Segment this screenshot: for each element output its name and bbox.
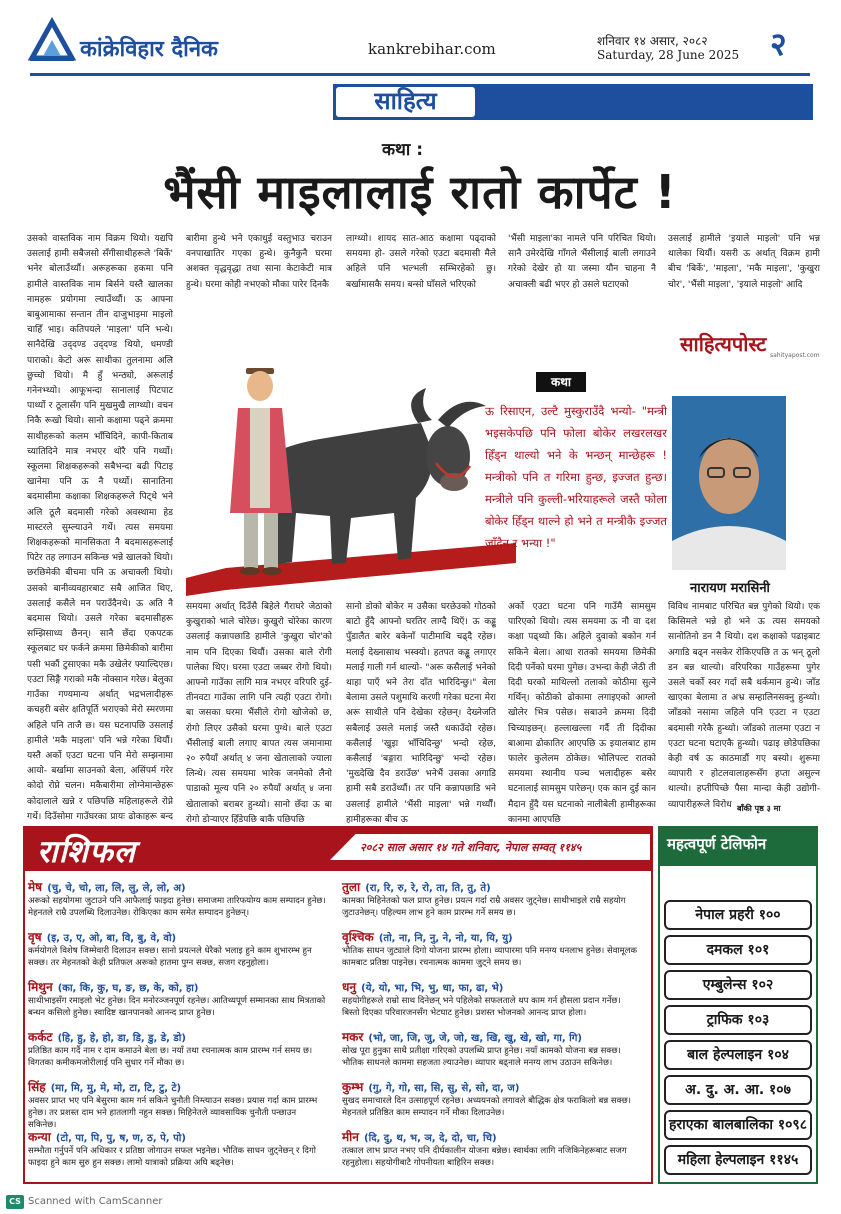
headline: भैंसी माइलालाई रातो कार्पेट ! xyxy=(163,165,677,219)
rashi-dhanu: धनु (ये, यो, भा, भि, भु, धा, फा, ढा, भे) सहयोगीहरूले राम्रो साथ दिनेछन् भने पहिलेको सफलताले थप काम गर्न हौसला प्रदान गर्नेछ। बिस्तो दिएका परिवारजनसँग भेटघाट हुनेछ। प्रशस्त भोजनको आनन्द प्राप्त होला। xyxy=(342,980,621,1018)
article-column-4-bottom: अर्को एउटा घटना पनि गाउँमै सामसुम पारिएको थियो। त्यस समयमा ऊ नौ वा दश कक्षा पढ्थ्यो कि। अहिले दुवाको बकोन गर्न सकिने बेला। आधा रातको समयमा छिमेकी दिदी पर्नेको घरमा पुगेछ। उभन्दा केही जेठी ती दिदी घरको माथिल्लो तलाको कोठीमा सुत्ने गर्थिन्। कोठीको ढोकामा लगाइएको आग्लो खोलेर भित्र पसेछ। सबाउने क्रममा दिदी चिच्याइछन्। हल्लाखल्ला गर्दै ती दिदीका बाआमा ढोकातिर आएपछि ऊ इयालबाट हाम फालेर कुलेलम ठोकेछ। भोलिपल्ट रातको समयमा स्थानीय पञ्च भलादीहरू बसेर घटनालाई सामसुम पारेछन्। एक कान दुई कान मैदान हुँदै यस घटनाको नालीबेली हामीहरूका कानमा आएपछि xyxy=(508,602,656,825)
website-link[interactable]: kankrebihar.com xyxy=(368,40,496,58)
camscanner-label: Scanned with CamScanner xyxy=(28,1196,163,1207)
header-rule xyxy=(30,73,810,76)
phone-traffic: ट्राफिक १०३ xyxy=(664,1005,812,1035)
rashi-kumbha: कुम्भ (गु, गे, गो, सा, सि, सु, से, सो, दा, ज) सुखद समाचारले दिन उत्साहपूर्ण रहनेछ। अध्ययनको लगावले बौद्धिक क्षेत्र फराकिलो बन्न सक्छ। मेहनतले प्रतिष्ठित काम सम्पादन गर्ने मौका दिलाउनेछ। xyxy=(342,1080,631,1118)
man-and-buffalo-illustration xyxy=(186,328,516,596)
article-column-5-bottom: विविध नामबाट परिचित बन्न पुगेको थियो। एक किसिमले भन्ने हो भने ऊ त्यस समयको सानोतिनो डन नै थियो। दश कक्षाको पढाइबाट अगाडि बढ्न नसकेर रोकिएपछि त ऊ भन् ठूलो डन बन्न थाल्यो। वरिपरिका गाउँहरूमा पुगेर उसले चर्को स्वर गर्दा सबै थर्कमान हुन्थे। जाँड खाएका बेलामा त अभ्र सम्हालिनसक्नु हुन्थ्यो। जाँडको नसामा जहिले पनि एउटा न एउटा बदमासी गरेकै हुन्थ्यो। जाँडको तालमा एउटा न एउटा घटना घटाएकै हुन्थ्यो। पढाइ छोडेपछिका केही वर्ष ऊ काठमाडौं गए बस्यो। शुरूमा व्यापारी र होटलवालाहरूसँग हप्ता असुल्न थाल्यो। हप्तीपिच्छे पैसा मान्दा केही उद्योगी-व्यापारीहरूले विरोध xyxy=(668,602,820,810)
article-column-3-bottom: सानो डोको बोकेर म उसैका घरछेउको गोठको बाटो हुँदै आफ्नो घरतिर लाग्दै थिएँ। ऊ कड्ढू पुँडालैत बारेर बकेनाँ पाटीमाथि चढ्दै रहेछ। मलाई देख्नासाथ भस्क्यो। हतपत कड्ढू लगाएर मलाई गाली गर्न थाल्यो- "अरू कसैलाई भनेको थाहा पाएँ भने तेरा दाँत भारिदिन्छु।" बेला बेलामा उसले पशुमाथि करणी गरेका घटना मेरा अरू साथीले पनि देखेका रहेछन्। देख्नेजति सबैलाई उसले मलाई जस्तै धकाउँदो रहेछ। कसैलाई 'खुइा भाँचिदिन्छु' भन्दो रहेछ, कसैलाई 'बङ्गारा भारिदिन्छु' भन्दो रहेछ। 'मुख्देखि दैव डराउँछ' भनेभैं उसका अगाडि हामी सबै डराउँथ्यौं। तर पनि कन्नापछाडि भने उसलाई हामीले 'भैंसी माइला' भन्ने गर्थ्यौं। हामीहरूका बीच ऊ xyxy=(346,602,496,825)
red-carpet xyxy=(186,543,516,596)
phone-ciaa: अ. दु. अ. आ. १०७ xyxy=(664,1075,812,1105)
paper-name: कांक्रेविहार दैनिक xyxy=(80,37,218,62)
man-head xyxy=(247,371,273,401)
rashi-tula: तुला (रा, रि, रु, रे, रो, ता, ति, तु, ते) कामका मिहिनेतको फल प्राप्त हुनेछ। प्रयत्न गर्दा राम्रै अवसर जुट्नेछ। साथीभाइले राम्रै सहयोग जुटाउनेछन्। पहिल्यम लाभ हुने काम प्रारम्भ गर्ने समय छ। xyxy=(342,880,626,918)
date-english: Saturday, 28 June 2025 xyxy=(597,48,740,62)
rashi-karkat: कर्कट (हि, हु, हे, हो, डा, डि, डु, डे, डो) प्रतिष्ठित काम गर्दै नाम र दाम कमाउने बेला छ। नयाँ तथा रचनात्मक काम प्रारम्भ गर्न समय छ। विगतका कमीकमजोरीलाई पनि सुधार गर्ने मौका छ। xyxy=(28,1030,313,1068)
date-nepali: शनिवार १४ असार, २०८२ xyxy=(597,34,708,48)
phone-ambulance: एम्बुलेन्स १०२ xyxy=(664,970,812,1000)
story-kind-label: कथा : xyxy=(382,140,424,160)
phone-missing-children: हराएका बालबालिका १०९८ xyxy=(664,1110,812,1140)
rashi-kanya: कन्या (टो, पा, पि, पु, ष, ण, ठ, पे, पो) सम्भौता गर्नुपर्ने पनि अधिकार र प्रतिष्ठा जोगाउन सफल भइनेछ। भौतिक साधन जुट्नेछन् र दिगो फाइदा हुने काम सुरु हुन सक्छ। लामो यात्राको प्रक्रिया अघि बढ्नेछ। xyxy=(28,1130,316,1168)
article-column-1: उसको वास्तविक नाम विक्रम थियो। यद्यपि उसलाई हामी सबैजसो सँगीसाथीहरूले 'बिर्के' भनेर बोलाउँथ्यौं। अरूहरूका हकमा पनि हामीले वास्तविक नाम बिर्सने यस्तै खालका नामहरू प्रयोगमा ल्याउँथ्यौं। ऊ आफ्ना बाबुआमाका सन्तान तीन दाजुभाइमा माइलो चाहिँ भाइ। कतिपयले 'माइला' पनि भन्थे। सानैदेखि उद्‌दण्ड उद्‌दण्ड थियो, धमण्डी पाराको। केटो अरू साथीका तुलनामा अलि छुच्चो थियो। मै हुँ भन्ठ्यो, अरूलाई गनेनभ्थ्यो। आफूभन्दा सानालाई पिटपाट पार्थ्यो र ठूलासँग पनि मुखमुखै लाग्थ्यो। वचन निकै रूखो थियो। सानो कक्षामा पढ्ने क्रममा साथीहरूको कलम भाँचिदिने, कापी-किताब च्यातिदिने मात्र नभएर थोरै पनि गर्थ्यो। स्कूलमा शिक्षकहरूको सबैभन्दा बढी पिटाइ खानेमा पनि ऊ नै पर्थ्यो। सानातिना बदमासीमा कक्षाका शिक्षकहरूले पिट्थे भने अलि ठूलै बदमासी गरेको अवस्थामा हेड मास्टरले सुम्ल्याउने गर्थे। त्यस समयमा शिक्षकहरूको मानसिकता नै बदमासहरूलाई पिटेर तह लगाउन सकिन्छ भन्ने खालको थियो। छरछिमेकी बीचमा पनि ऊ अचाक्ली थियो। उसको बानीव्यवहारबाट सबै आजित थिए, उसलाई कसैले मन पराउँदैनथे। ऊ अति नै बदमास थियो। उसले गरेका बदमासीहरू सम्झिसाध्य छैनन्। सानै छँदा एकपटक स्कूलबाट घर फर्कने क्रममा छिमेकीको बारीमा पसी भकौं टुसाएका मकै उखेलेर फ्याल्दिएछ। एउटा सिङ्गै गराको मकै नोक्सान गरेछ। बेलुका गाउँका गण्यमान्य अर्थात् भद्रभलादीहरू कचहरी बसेर क्षतिपूर्ति भराएको मेरो स्मरणमा अहिले पनि ताजै छ। यस घटनापछि उसलाई हामीले 'मकै माइला' पनि भन्ने गरेका थियौं। यस्तै अर्को एउटा घटना पनि मेरो सम्झनामा आयो- बर्खामा साउनको बेला, असिंपर्म गरेर कोदो रोप्ने चलन। मकैबारीमा लोग्नेमान्छेहरू कोदालाले खन्ने र पछिपछि महिलाहरूले रोप्ने गर्थे। दिउँसोमा गाउँघरका प्रायः ढोकाहरू बन्द xyxy=(27,234,173,822)
rashi-mithun: मिथुन (का, कि, कु, घ, ङ, छ, के, को, हा) साथीभाइसँग रमाइलो भेट हुनेछ। दिन मनोरञ्जनपूर्ण रहनेछ। आतिथ्यपूर्ण सम्मानका साथ मित्रताको बन्धन कसिलो हुनेछ। स्वादिष्ट खानपानको आनन्द प्राप्त हुनेछ। xyxy=(28,980,326,1018)
rashi-singha: सिंह (मा, मि, मु, मे, मो, टा, टि, टु, टे) अवसर प्राप्त भए पनि बेसुरमा काम गर्न सकिने चुनौती निम्त्याउन सक्छ। प्रयास गर्दा काम प्रारम्भ हुनेछ। तर प्रशस्त दाम भने हातलागी नहुन सक्छ। मिहिनेतले व्यावसायिक चुनौती पन्छाउन सकिनेछ। xyxy=(28,1080,318,1130)
article-column-2-top: बारीमा हुन्थे भने एकाधुई वस्तुभाउ चराउन वनपाखातिर गएका हुन्थे। कुनैकुनै घरमा अशक्त वृद्धवृद्धा तथा साना केटाकेटी मात्र हुन्थे। घरमा कोही नभएको मौका पारेर दिनकै xyxy=(186,234,332,290)
phone-title: महत्वपूर्ण टेलिफोन xyxy=(667,835,767,853)
author-name: नारायण मरासिनी xyxy=(690,581,770,596)
sahityapost-url: sahityapost.com xyxy=(770,352,820,359)
camscanner-icon: CS xyxy=(6,1195,24,1209)
rashifal-title: राशिफल xyxy=(37,834,136,870)
rashi-meen: मीन (दि, दु, थ, भ, ञ, दे, दो, चा, चि) तत्काल लाभ प्राप्त नभए पनि दीर्घकालीन योजना बन्नेछ। स्वार्थका लागि नजिकिनेहरूबाट सजग रहनुहोला। सहयोगीबाटै गोपनीयता बाहिरिन सक्छ। xyxy=(342,1130,627,1168)
continued-note: बाँकी पृष्ठ ३ मा xyxy=(737,804,781,813)
phone-fire: दमकल १०१ xyxy=(664,935,812,965)
rashi-makar: मकर (भो, जा, जि, जु, जे, जो, ख, खि, खु, खे, खो, गा, गि) सोख पूरा हुनुका साथै प्रतीक्षा गरिएको उपलब्धि प्राप्त हुनेछ। नयाँ कामको योजना बन्न सक्छ। भौतिक साधनले काममा सहजता ल्याउनेछ। व्यापार बढ्नाले मनग्य लाभ उठाउन सकिनेछ। xyxy=(342,1030,621,1068)
newspaper-logo-icon xyxy=(30,18,74,62)
sahityapost-brand: साहित्यपोस्ट xyxy=(680,332,767,356)
rashifal-date: २०८२ साल असार १४ गते शनिवार, नेपाल सम्वत् ११४५ xyxy=(360,841,582,854)
phone-police: नेपाल प्रहरी १०० xyxy=(664,900,812,930)
article-column-5-top: उसलाई हामीले 'इयाले माइलो' पनि भन्न थालेका थियौं। यसरी ऊ अर्थात् विक्रम हामी बीच 'बिर्के', 'माइला', 'मकै माइला', 'कुखुरा चोर', 'भैंसी माइला', 'इयाले माइलो' आदि xyxy=(668,234,820,290)
article-column-2-bottom: समयमा अर्थात् दिउँसै बिहेले गैराघरे जेठाको कुखुराको भाले चोरेछ। कुखुरो चोरेका कारण उसलाई कन्नापछाडि हामीले 'कुखुरा चोर'को नाम पनि दिएका थियौं। उसका बाले रोगी पालेका थिए। घरमा एउटा जब्बर रोगो थियो। आफ्नो गाउँका लागि मात्र नभएर वरिपरि दुई-तीनवटा गाउँका लागि पनि त्यही एउटा रोगो। बा जसका घरमा भैंसीले रोगो खोजेको छ, रोगो लिएर उसैको घरमा पुग्थे। बाले एउटा भैंसीलाई बाली लगाए बापत त्यस जमानामा २० रुपैयाँ अर्थात् ४ जना खेतालाको ज्याला लिन्थे। त्यस समयमा भारेक जनमेको लैनो पाडाको मूल्य पनि २० रुपैयाँ अर्थात् ४ जना खेतालाको बराबर हुन्थ्यो। सानो छँदा ऊ बा रोगो डोर्‍याएर हिँडेपछि बाकै पछिपछि xyxy=(186,602,332,825)
rashi-brish: वृष (इ, उ, ए, ओ, बा, वि, बु, वे, वो) कर्मयोगले विशेष जिम्मेवारी दिलाउन सक्छ। सानो प्रयत्नले धेरैको भलाइ हुने काम शुभारम्भ हुन सक्छ। तर मेहनतको केही प्रतिफल अरूको हातमा पुग्न सक्छ, सजग रहनुहोला। xyxy=(28,930,312,968)
rashi-mesh: मेष (चु, चे, चो, ला, लि, लु, ले, लो, अ) अरूको सहयोगमा जुटाउने पनि आफैलाई फाइदा हुनेछ। समाजमा तारिफयोग्य काम सम्पादन हुनेछ। मेहनतले राम्रै उपलब्धि दिलाउनेछ। रोकिएका काम समेत सम्पादन हुनेछन्। xyxy=(28,880,326,918)
page-number: २ xyxy=(770,25,787,63)
phone-child-helpline: बाल हेल्पलाइन १०४ xyxy=(664,1040,812,1070)
article-column-3-top: लाग्थ्यो। शायद सात-आठ कक्षामा पढ्दाको समयमा हो- उसले गरेको एउटा बदमासी मैले अहिले पनि भल्भली सम्भिरहेको छु। बर्खामासकै समय। बन्सो घाँसले भरिएको xyxy=(346,234,496,290)
story-badge: कथा xyxy=(536,372,586,392)
author-photo xyxy=(672,396,786,570)
rashi-brishchik: वृश्चिक (तो, ना, नि, नु, ने, नो, या, यि, यु) भौतिक साधन जुट्याले दिगो योजना प्रारम्भ होला। व्यापारमा पनि मनग्य धनलाभ हुनेछ। सेवामूलक कामबाट प्रतिष्ठा पाइनेछ। रचनात्मक काममा जुट्ने समय छ। xyxy=(342,930,638,968)
phone-women-helpline: महिला हेल्पलाइन ११४५ xyxy=(664,1145,812,1175)
article-column-4-top: 'भैंसी माइला'का नामले पनि परिचित थियो। सानै उमेरदेखि गाँगले भैंसीलाई बाली लगाउने गरेको देखेर हो या जस्मा यौन चाहना नै अचाक्ली बढी भएर हो उसले घटाएको xyxy=(508,234,656,290)
section-label: साहित्य xyxy=(333,84,478,120)
pull-quote: ऊ रिसाएन, उल्टै मुस्कुराउँदै भन्यो- "मन्त्री भइसकेपछि पनि फोला बोकेर लखरलखर हिँड्न थाल्यो भने के भन्छन् मान्छेहरू ! मन्त्रीको पनि त गरिमा हुन्छ, इज्जत हुन्छ। मन्त्रीले पनि कुल्ली-भरियाहरूले जस्तै फोला बोकेर हिँड्न थाल्ने हो भने त मन्त्रीकै इज्जत जाँदैन र भन्या !" xyxy=(485,404,667,550)
